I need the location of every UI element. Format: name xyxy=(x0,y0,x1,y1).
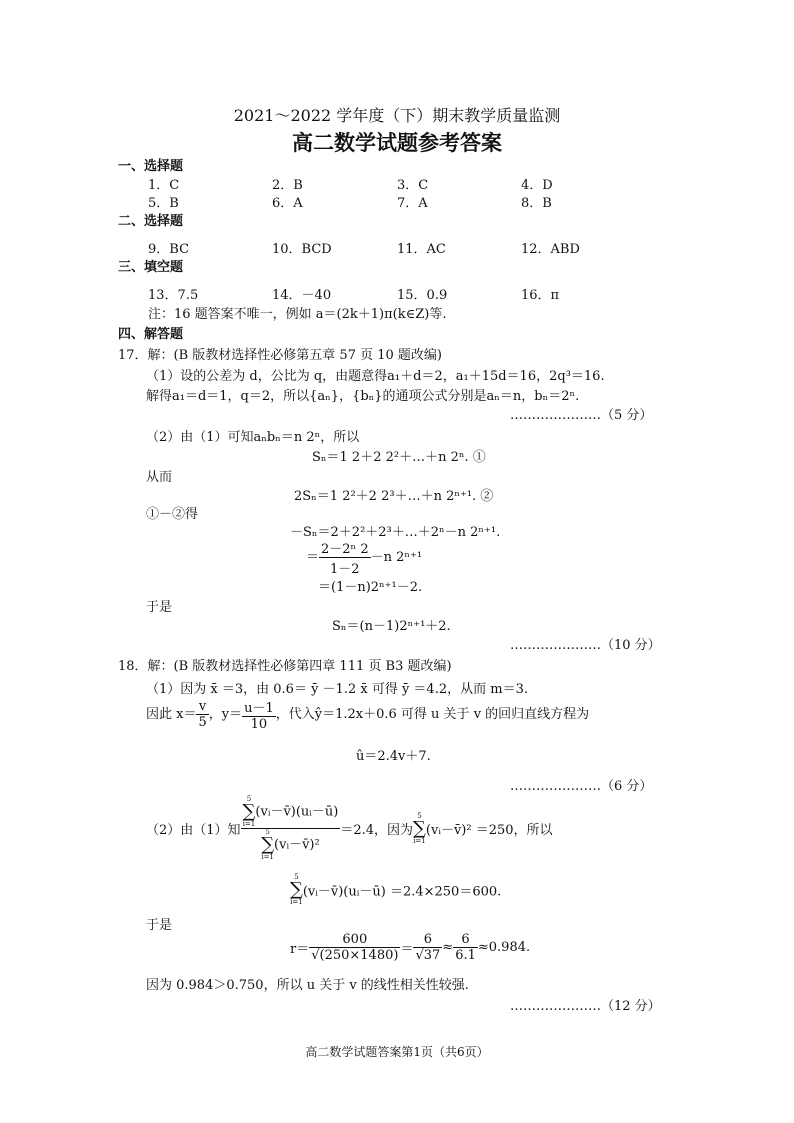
fraction xyxy=(242,697,276,732)
page-footer: 高二数学试题答案第1页（共6页） xyxy=(305,1045,489,1059)
score-mark: …………………（12 分） xyxy=(510,999,661,1014)
answer-item: 7．A xyxy=(397,196,428,211)
q17-part1-result: 解得a₁＝d＝1，q＝2，所以{aₙ}，{bₙ}的通项公式分别是aₙ＝n，bₙ＝2ⁿ. xyxy=(146,389,580,404)
equation-1: Sₙ＝1 2＋2 2²＋…＋n 2ⁿ. ① xyxy=(312,450,486,465)
section-heading-fill: 三、填空题 xyxy=(118,260,184,275)
answer-title: 高二数学试题参考答案 xyxy=(292,131,502,155)
q18-heading: 18．解：(B 版教材选择性必修第四章 111 页 B3 题改编) xyxy=(118,659,452,674)
fraction-denominator: 10 xyxy=(250,717,268,732)
section-heading-solution: 四、解答题 xyxy=(118,327,184,342)
answer-item: 12．ABD xyxy=(521,242,580,257)
equation-6: Sₙ＝(n－1)2ⁿ⁺¹＋2. xyxy=(332,619,451,634)
q17-part1-text: （1）设的公差为 d，公比为 q，由题意得a₁＋d＝2，a₁＋15d＝16，2q³＝16. xyxy=(146,369,605,384)
equation-3: －Sₙ＝2＋2²＋2³＋…＋2ⁿ－n 2ⁿ⁺¹. xyxy=(290,525,501,540)
q17-part2-text: （2）由（1）可知aₙbₙ＝n 2ⁿ，所以 xyxy=(146,430,360,445)
score-mark: …………………（10 分） xyxy=(510,638,661,653)
fraction-denominator: 1－2 xyxy=(330,562,360,577)
connective-text: ①－②得 xyxy=(146,507,199,522)
fraction: $\frac{600}{√(250\times 1480)}$ xyxy=(311,932,399,963)
q17-heading: 17．解：(B 版教材选择性必修第五章 57 页 10 题改编) xyxy=(118,348,442,363)
q18-part2-line: （2）由（1）知 5 ∑ i=1 (vᵢ－v̄)(uᵢ－ū) 5 ∑ i=1 (vᵢ－v̄)² ＝2.4，因为 5 ∑ i=1 (vᵢ－v̄)² ＝250，所以 xyxy=(146,795,553,861)
answer-item: 5．B xyxy=(148,196,179,211)
fraction-denominator: 5 ∑ i=1 (vᵢ－v̄)² xyxy=(261,828,320,861)
equation-2: 2Sₙ＝1 2²＋2 2³＋…＋n 2ⁿ⁺¹. ② xyxy=(294,489,494,504)
equation-tail: －n 2ⁿ⁺¹ xyxy=(370,550,423,565)
answer-item: 11．AC xyxy=(397,242,446,257)
fraction-numerator: u－1 xyxy=(242,697,276,717)
fraction-numerator: 5 ∑ i=1 (vᵢ－v̄)(uᵢ－ū) xyxy=(242,795,339,828)
answer-item: 13．7.5 xyxy=(148,288,199,303)
fraction xyxy=(319,538,371,577)
q18-part1-text: （1）因为 x̄ ＝3，由 0.6＝ ȳ －1.2 x̄ 可得 ȳ ＝4.2，从而 m＝3. xyxy=(146,682,528,697)
connective-text: 于是 xyxy=(146,918,173,933)
equation-4: ＝ $\frac{\text{2－2ⁿ 2}}{1-2}$ －n 2ⁿ⁺¹ xyxy=(306,538,422,577)
exam-title: 2021～2022 学年度（下）期末教学质量监测 xyxy=(233,106,561,125)
regression-equation: û＝2.4v＋7. xyxy=(356,749,431,764)
sigma-symbol: 5 ∑ i=1 xyxy=(290,873,303,906)
fraction-numerator: v xyxy=(196,699,208,715)
answer-item: 2．B xyxy=(272,178,303,193)
sum-fraction xyxy=(241,796,341,861)
score-mark: …………………（6 分） xyxy=(510,779,653,794)
answer-item: 8．B xyxy=(521,196,552,211)
answer-item: 15．0.9 xyxy=(397,288,448,303)
equation-5: ＝(1－n)2ⁿ⁺¹－2. xyxy=(318,580,423,595)
sum-equation: 5 ∑ i=1 (vᵢ－v̄)(uᵢ－ū) ＝2.4×250＝600. xyxy=(290,873,502,906)
fill-note: 注：16 题答案不唯一，例如 a＝(2k＋1)π(k∈Z)等. xyxy=(148,307,447,322)
fraction-denominator: 5 xyxy=(198,715,207,730)
fraction-numerator: 2－2ⁿ 2 xyxy=(319,538,371,558)
answer-item: 3．C xyxy=(397,178,429,193)
connective-text: 从而 xyxy=(146,470,173,485)
fraction: $\frac{6}{√37}$ xyxy=(415,932,441,963)
answer-item: 6．A xyxy=(272,196,303,211)
correlation-equation: r＝ $\frac{600}{√(250\times 1480)}$ ＝ $\frac{6}{√37}$ ≈ $\frac{6}{6.1}$ ≈0.984. xyxy=(290,932,531,963)
sigma-symbol: 5 ∑ i=1 xyxy=(261,828,275,861)
section-heading-multi: 二、选择题 xyxy=(118,214,184,229)
q18-part1-subst: 因此 x＝ $\frac{v}{5}$ ，y＝ $\frac{u-1}{10}$ ，代入ŷ＝1.2x＋0.6 可得 u 关于 v 的回归直线方程为 xyxy=(146,699,590,732)
fraction xyxy=(196,699,208,730)
answer-item: 9．BC xyxy=(148,242,190,257)
sigma-symbol: 5 ∑ i=1 xyxy=(413,811,426,845)
answer-item: 1．C xyxy=(148,178,180,193)
answer-item: 14．－40 xyxy=(272,288,332,303)
answer-item: 10．BCD xyxy=(272,242,332,257)
answer-item: 4．D xyxy=(521,178,553,193)
connective-text: 于是 xyxy=(146,600,173,615)
q18-conclusion: 因为 0.984＞0.750，所以 u 关于 v 的线性相关性较强. xyxy=(146,978,469,993)
sigma-symbol: 5 ∑ i=1 xyxy=(242,795,256,828)
answer-item: 16．π xyxy=(521,288,560,303)
section-heading-choice: 一、选择题 xyxy=(118,159,184,174)
score-mark: …………………（5 分） xyxy=(510,408,653,423)
fraction: $\frac{6}{6.1}$ xyxy=(455,932,476,963)
